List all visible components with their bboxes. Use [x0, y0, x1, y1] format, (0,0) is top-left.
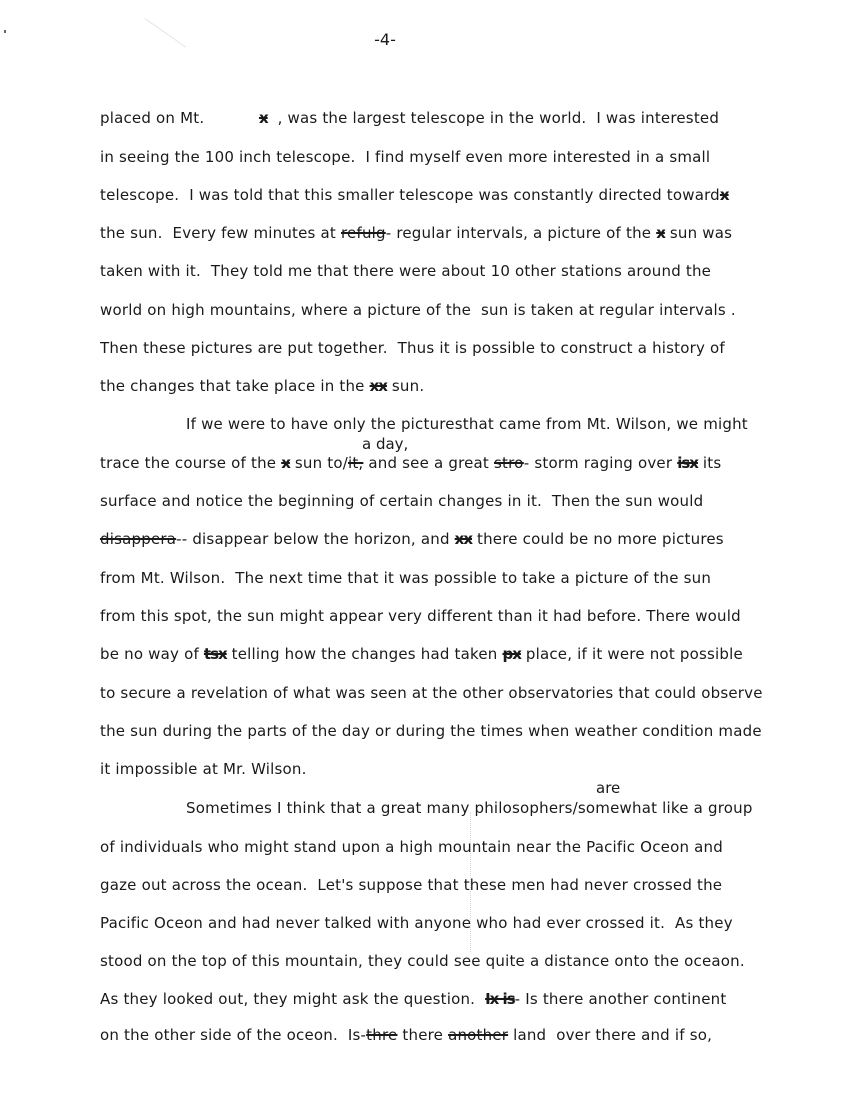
text-line-6: world on high mountains, where a picture of the sun is taken at regular intervals . [100, 301, 736, 319]
text-line-15: be no way of tsx telling how the changes had taken px place, if it were not possible [100, 645, 743, 663]
text-line-9: If we were to have only the picturesthat came from Mt. Wilson, we might [186, 415, 748, 433]
interlinear-insertion: are [596, 779, 621, 797]
text-line-24: As they looked out, they might ask the question. Ix is- Is there another continent [100, 990, 727, 1008]
text-line-17: the sun during the parts of the day or during the times when weather condition made [100, 722, 762, 740]
text-line-23: stood on the top of this mountain, they could see quite a distance onto the oceaon. [100, 952, 745, 970]
text-line-2: in seeing the 100 inch telescope. I find myself even more interested in a small [100, 148, 711, 166]
strikeout: another [448, 1026, 509, 1044]
text-line-12: disappera-- disappear below the horizon, and xx there could be no more pictures [100, 530, 724, 548]
interlinear-insertion: a day, [362, 435, 409, 453]
strikeout: it, [347, 454, 364, 472]
text-line-20: of individuals who might stand upon a high mountain near the Pacific Oceon and [100, 838, 723, 856]
page-number: -4- [374, 30, 396, 49]
text-line-18: it impossible at Mr. Wilson. [100, 760, 307, 778]
text-line-14: from this spot, the sun might appear very different than it had before. There would [100, 607, 741, 625]
strikeout: stro [493, 454, 524, 472]
strikeout: x [656, 224, 665, 242]
faint-page-mark [116, 18, 186, 88]
text-line-5: taken with it. They told me that there were about 10 other stations around the [100, 262, 712, 280]
text-line-1: placed on Mt. x , was the largest telescope in the world. I was interested [100, 109, 720, 127]
text-line-4: the sun. Every few minutes at refulg- regular intervals, a picture of the x sun was [100, 224, 733, 242]
strikeout: refulg [341, 224, 386, 242]
strikeout: disappera [100, 530, 177, 548]
text-line-21: gaze out across the ocean. Let's suppose that these men had never crossed the [100, 876, 723, 894]
text-line-13: from Mt. Wilson. The next time that it was possible to take a picture of the sun [100, 569, 712, 587]
strikeout: x [719, 186, 729, 204]
text-line-8: the changes that take place in the xx sun. [100, 377, 425, 395]
strikeout: x [281, 454, 290, 472]
strikeout: Ix is [485, 990, 515, 1008]
strikeout: xx [454, 530, 473, 548]
strikeout: tsx [203, 645, 227, 663]
text-line-7: Then these pictures are put together. Thus it is possible to construct a history of [100, 339, 725, 357]
text-line-3: telescope. I was told that this smaller telescope was constantly directed towardx [100, 186, 729, 204]
text-line-16: to secure a revelation of what was seen at the other observatories that could observe [100, 684, 763, 702]
strikeout: xx [369, 377, 387, 395]
text-line-19: Sometimes I think that a great many philosophers/somewhat like a group [186, 799, 753, 817]
text-line-11: surface and notice the beginning of certain changes in it. Then the sun would [100, 492, 704, 510]
strikeout: x [258, 109, 268, 127]
text-line-10: trace the course of the x sun to/it, and see a great stro- storm raging over isx its [100, 454, 722, 472]
strikeout: thre [366, 1026, 398, 1044]
strikeout: isx [677, 454, 698, 472]
text-line-22: Pacific Oceon and had never talked with anyone who had ever crossed it. As they [100, 914, 733, 932]
strikeout: px [502, 645, 521, 663]
text-line-25: on the other side of the oceon. Is-thre there another land over there and if so, [100, 1026, 713, 1044]
